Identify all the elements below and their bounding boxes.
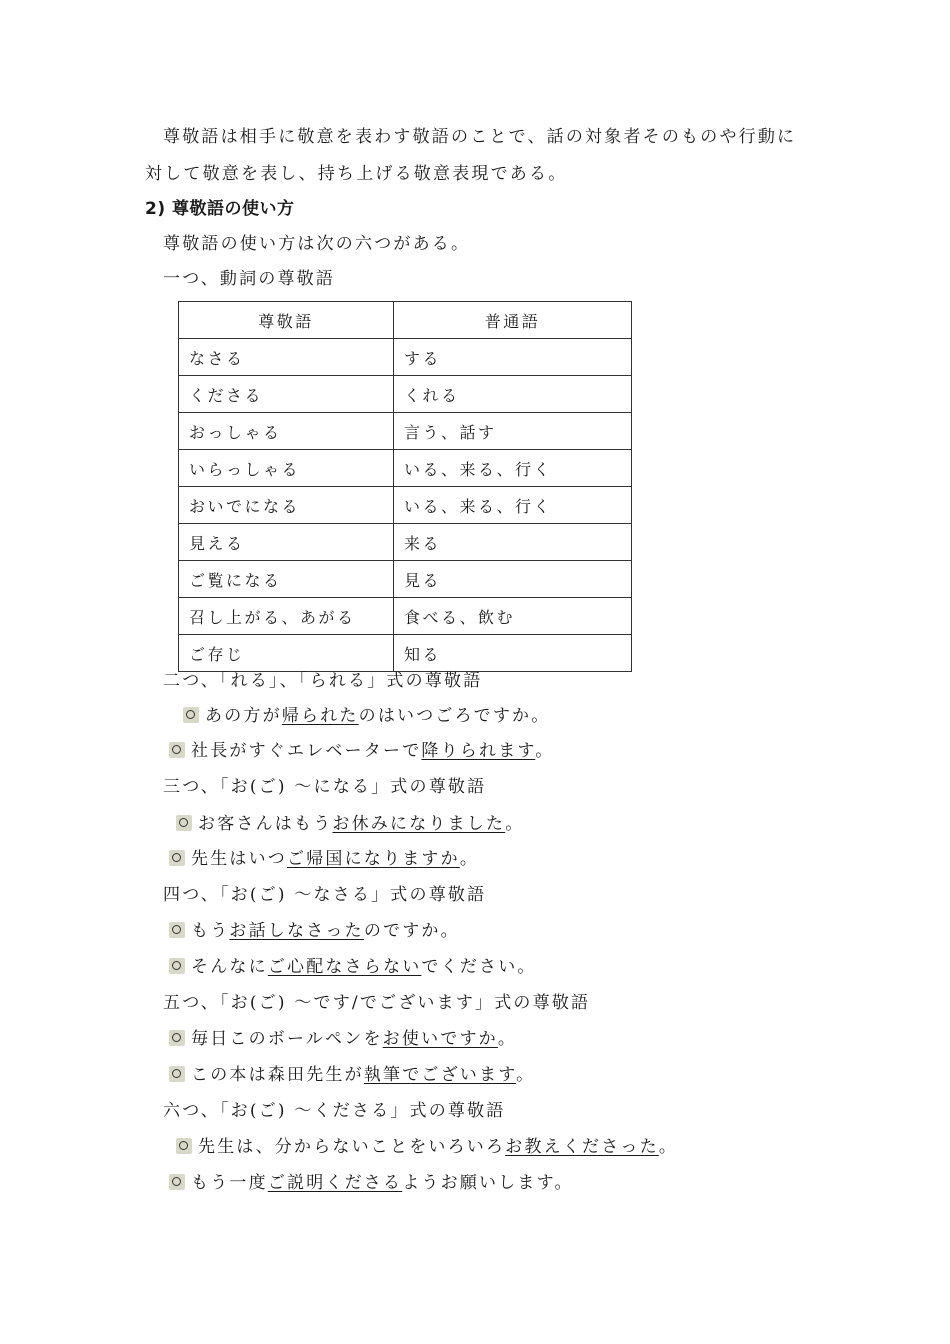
- table-row: [179, 524, 632, 561]
- subsection-title-6: 六つ、「お(ご) ～くださる」式の尊敬語: [163, 1101, 506, 1121]
- table-cell: 食べる、飲む: [394, 598, 632, 635]
- table-row: [179, 376, 632, 413]
- bullet-icon: [169, 922, 185, 938]
- table-cell: 見る: [394, 561, 632, 598]
- section-heading: 2) 尊敬語の使い方: [145, 199, 295, 219]
- example-sentence: 先生は、分からないことをいろいろお教えくださった。: [176, 1136, 678, 1158]
- table-row: [179, 635, 632, 672]
- bullet-icon: [169, 1030, 185, 1046]
- table-row: [179, 413, 632, 450]
- table-header-cell: 普通語: [394, 302, 632, 339]
- subsection-title-3: 三つ、「お(ご) ～になる」式の尊敬語: [163, 777, 487, 797]
- bullet-icon: [169, 742, 185, 758]
- bullet-icon: [169, 850, 185, 866]
- table-cell: ご存じ: [179, 635, 394, 672]
- bullet-icon: [169, 1174, 185, 1190]
- example-sentence: もう一度ご説明くださるようお願いします。: [169, 1172, 574, 1194]
- bullet-icon: [176, 1138, 192, 1154]
- section-intro: 尊敬語の使い方は次の六つがある。: [163, 234, 471, 254]
- table-header-cell: 尊敬語: [179, 302, 394, 339]
- example-sentence: そんなにご心配なさらないでください。: [169, 956, 537, 978]
- table-cell: いる、来る、行く: [394, 450, 632, 487]
- table-cell: いる、来る、行く: [394, 487, 632, 524]
- table-cell: 来る: [394, 524, 632, 561]
- subsection-title-1: 一つ、動詞の尊敬語: [163, 269, 336, 289]
- table-cell: おいでになる: [179, 487, 394, 524]
- example-sentence: もうお話しなさったのですか。: [169, 920, 460, 942]
- table-cell: なさる: [179, 339, 394, 376]
- subsection-title-5: 五つ、「お(ご) ～です/でございます」式の尊敬語: [163, 993, 591, 1013]
- table-row: [179, 339, 632, 376]
- example-sentence: 先生はいつご帰国になりますか。: [169, 848, 479, 870]
- bullet-icon: [176, 815, 192, 831]
- table-row: [179, 561, 632, 598]
- table-cell: 召し上がる、あがる: [179, 598, 394, 635]
- bullet-icon: [169, 958, 185, 974]
- example-sentence: あの方が帰られたのはいつごろですか。: [183, 705, 550, 727]
- example-sentence: 毎日このボールペンをお使いですか。: [169, 1028, 517, 1050]
- table-row: [179, 450, 632, 487]
- bullet-icon: [169, 1066, 185, 1082]
- example-sentence: この本は森田先生が執筆でございます。: [169, 1064, 535, 1086]
- table-cell: 知る: [394, 635, 632, 672]
- table-cell: 見える: [179, 524, 394, 561]
- table-row: [179, 598, 632, 635]
- subsection-title-4: 四つ、「お(ご) ～なさる」式の尊敬語: [163, 885, 487, 905]
- table-header-row: [179, 302, 632, 339]
- table-cell: くれる: [394, 376, 632, 413]
- honorific-verb-table: [178, 301, 632, 672]
- table-cell: ご覧になる: [179, 561, 394, 598]
- example-sentence: お客さんはもうお休みになりました。: [176, 813, 524, 835]
- table-cell: 言う、話す: [394, 413, 632, 450]
- table-cell: おっしゃる: [179, 413, 394, 450]
- table-cell: する: [394, 339, 632, 376]
- table-cell: いらっしゃる: [179, 450, 394, 487]
- table-cell: くださる: [179, 376, 394, 413]
- intro-line-2: 対して敬意を表し、持ち上げる敬意表現である。: [145, 164, 568, 184]
- example-sentence: 社長がすぐエレベーターで降りられます。: [169, 740, 554, 762]
- bullet-icon: [183, 707, 199, 723]
- table-row: [179, 487, 632, 524]
- intro-line-1: 尊敬語は相手に敬意を表わす敬語のことで、話の対象者そのものや行動に: [163, 127, 797, 147]
- subsection-title-2: 二つ、「れる」、「られる」式の尊敬語: [163, 671, 483, 691]
